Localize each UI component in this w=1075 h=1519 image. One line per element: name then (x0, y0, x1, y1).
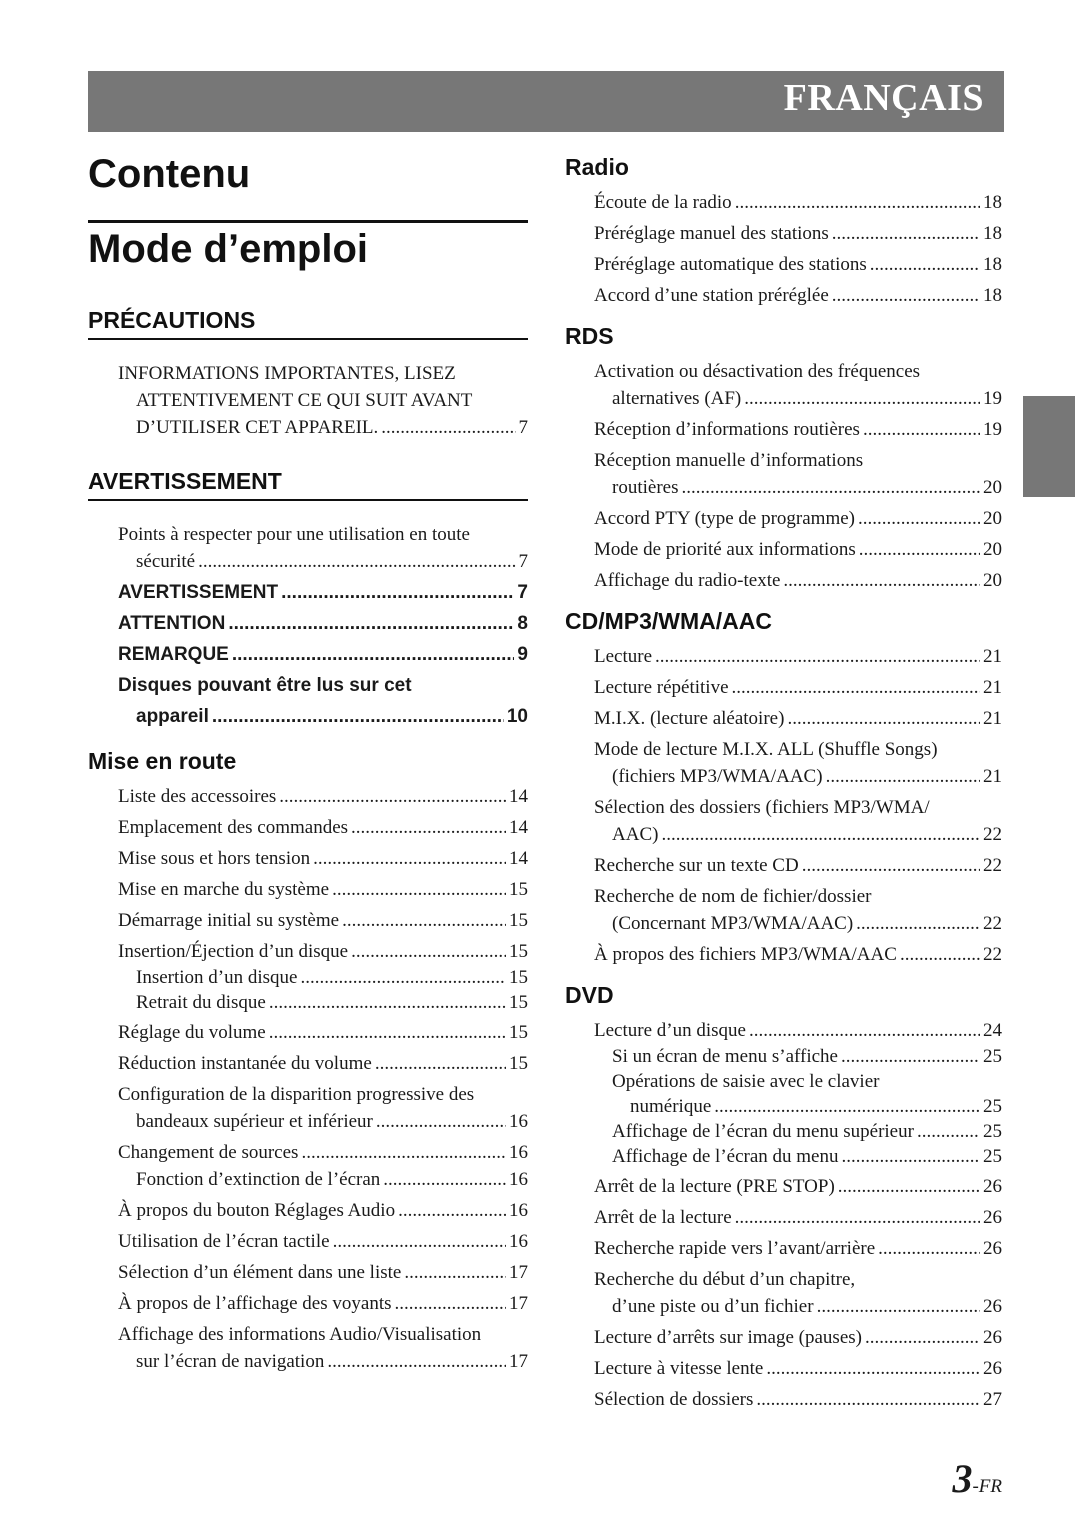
entry-line: Disques pouvant être lus sur cet (118, 675, 412, 696)
toc-entry[interactable]: Mise en marche du système ..... 15 (118, 876, 528, 903)
entry-line: Configuration de la disparition progressive des (118, 1084, 475, 1105)
toc-entry[interactable]: Lecture d’un disque ..... 24 (594, 1017, 1002, 1044)
toc-entry[interactable]: Accord PTY (type de programme) ..... 20 (594, 505, 1002, 532)
section-heading-dvd: DVD (565, 982, 614, 1008)
toc-entry-selection-dossiers[interactable] (594, 794, 1002, 848)
toc-entry[interactable]: Affichage du radio-texte ..... 20 (594, 567, 1002, 594)
toc-entry-precautions[interactable] (118, 360, 528, 441)
entry-line: D’UTILISER CET APPAREIL. ..... 7 (118, 414, 528, 441)
toc-entry[interactable]: Mise sous et hors tension ..... 14 (118, 845, 528, 872)
toc-right-column (565, 148, 1002, 1413)
toc-entry[interactable]: Préréglage automatique des stations ..... 18 (594, 251, 1002, 278)
manual-title: Mode d’emploi (88, 220, 528, 273)
toc-entry-affichage-audio[interactable] (118, 1321, 528, 1375)
entry-line: appareil ..... 10 (118, 703, 528, 730)
toc-subentry[interactable]: Insertion d’un disque ..... 15 (118, 965, 528, 990)
toc-entry[interactable]: Changement de sources ..... 16 (118, 1139, 528, 1166)
toc-entry[interactable]: M.I.X. (lecture aléatoire) ..... 21 (594, 705, 1002, 732)
entry-line: bandeaux supérieur et inférieur ..... 16 (118, 1108, 528, 1135)
toc-subentry-saisie[interactable] (594, 1069, 1002, 1119)
toc-entry[interactable]: Réduction instantanée du volume ..... 15 (118, 1050, 528, 1077)
toc-entry[interactable]: Sélection de dossiers ..... 27 (594, 1386, 1002, 1413)
toc-entry[interactable]: À propos des fichiers MP3/WMA/AAC ..... 22 (594, 941, 1002, 968)
toc-entry[interactable]: Liste des accessoires ..... 14 (118, 783, 528, 810)
section-tab (1023, 396, 1075, 497)
entry-line: sécurité ..... 7 (118, 548, 528, 575)
toc-entry-recherche-nom[interactable] (594, 883, 1002, 937)
toc-entry-configuration[interactable] (118, 1081, 528, 1135)
entry-line: Mode de lecture M.I.X. ALL (Shuffle Songs) (594, 739, 938, 760)
toc-subentry[interactable]: Fonction d’extinction de l’écran ..... 16 (118, 1166, 528, 1193)
section-heading-mise-en-route: Mise en route (88, 748, 237, 774)
entry-line: (fichiers MP3/WMA/AAC) ..... 21 (594, 763, 1002, 790)
toc-entry-avertissement[interactable]: AVERTISSEMENT ..... 7 (118, 579, 528, 606)
entry-line: routières ..... 20 (594, 474, 1002, 501)
toc-entry[interactable]: Réception d’informations routières ..... 19 (594, 416, 1002, 443)
toc-entry[interactable]: Recherche sur un texte CD ..... 22 (594, 852, 1002, 879)
toc-entry[interactable]: Accord d’une station préréglée ..... 18 (594, 282, 1002, 309)
toc-entry[interactable]: Utilisation de l’écran tactile ..... 16 (118, 1228, 528, 1255)
toc-entry[interactable]: Démarrage initial su système ..... 15 (118, 907, 528, 934)
entry-line: Recherche de nom de fichier/dossier (594, 886, 872, 907)
toc-entry-recherche-chapitre[interactable] (594, 1266, 1002, 1320)
entry-line: alternatives (AF) ..... 19 (594, 385, 1002, 412)
toc-entry-af[interactable] (594, 358, 1002, 412)
entry-line: sur l’écran de navigation ..... 17 (118, 1348, 528, 1375)
toc-entry[interactable]: Préréglage manuel des stations ..... 18 (594, 220, 1002, 247)
entry-line: INFORMATIONS IMPORTANTES, LISEZ (118, 363, 456, 384)
entry-line: Recherche du début d’un chapitre, (594, 1269, 856, 1290)
entry-line: numérique ..... 25 (594, 1094, 1002, 1119)
toc-entry[interactable]: Arrêt de la lecture ..... 26 (594, 1204, 1002, 1231)
entry-line: Réception manuelle d’informations (594, 450, 864, 471)
page-title: Contenu (88, 152, 251, 196)
entry-line: d’une piste ou d’un fichier ..... 26 (594, 1293, 1002, 1320)
toc-entry[interactable]: Emplacement des commandes ..... 14 (118, 814, 528, 841)
toc-entry-disques[interactable] (118, 672, 528, 730)
toc-entry[interactable]: À propos du bouton Réglages Audio ..... 16 (118, 1197, 528, 1224)
toc-entry[interactable]: Recherche rapide vers l’avant/arrière ..... 26 (594, 1235, 1002, 1262)
section-heading-radio: Radio (565, 154, 629, 180)
toc-entry[interactable]: Lecture à vitesse lente ..... 26 (594, 1355, 1002, 1382)
toc-entry-securite[interactable] (118, 521, 528, 575)
language-label: FRANÇAIS (783, 77, 984, 119)
entry-line: AAC) ..... 22 (594, 821, 1002, 848)
entry-line: ATTENTIVEMENT CE QUI SUIT AVANT (136, 390, 473, 411)
page-number (952, 1455, 1002, 1502)
section-heading-rds: RDS (565, 323, 614, 349)
entry-line: Sélection des dossiers (fichiers MP3/WMA/ (594, 797, 930, 818)
toc-subentry[interactable]: Si un écran de menu s’affiche ..... 25 (594, 1044, 1002, 1069)
toc-entry[interactable]: Lecture ..... 21 (594, 643, 1002, 670)
toc-entry-attention[interactable]: ATTENTION ..... 8 (118, 610, 528, 637)
section-heading-avertissement: AVERTISSEMENT (88, 468, 528, 501)
entry-line: Opérations de saisie avec le clavier (612, 1071, 880, 1092)
toc-entry[interactable]: Lecture répétitive ..... 21 (594, 674, 1002, 701)
toc-entry[interactable]: Mode de priorité aux informations ..... 20 (594, 536, 1002, 563)
toc-entry[interactable]: Lecture d’arrêts sur image (pauses) ..... 26 (594, 1324, 1002, 1351)
toc-entry[interactable]: Insertion/Éjection d’un disque ..... 15 (118, 938, 528, 965)
section-heading-cd: CD/MP3/WMA/AAC (565, 608, 772, 634)
toc-subentry[interactable]: Affichage de l’écran du menu supérieur ..... 25 (594, 1119, 1002, 1144)
entry-line: Points à respecter pour une utilisation en toute (118, 524, 470, 545)
entry-line: (Concernant MP3/WMA/AAC) ..... 22 (594, 910, 1002, 937)
toc-entry[interactable]: Écoute de la radio ..... 18 (594, 189, 1002, 216)
entry-line: Affichage des informations Audio/Visualisation (118, 1324, 482, 1345)
toc-subentry[interactable]: Retrait du disque ..... 15 (118, 990, 528, 1015)
language-banner (88, 71, 1004, 132)
toc-entry[interactable]: Sélection d’un élément dans une liste ..... 17 (118, 1259, 528, 1286)
toc-subentry[interactable]: Affichage de l’écran du menu ..... 25 (594, 1144, 1002, 1169)
entry-line: Activation ou désactivation des fréquences (594, 361, 921, 382)
section-heading-precautions: PRÉCAUTIONS (88, 307, 528, 340)
toc-entry-reception-manuelle[interactable] (594, 447, 1002, 501)
page-number-suffix: -FR (972, 1476, 1002, 1497)
toc-entry[interactable]: À propos de l’affichage des voyants ..... 17 (118, 1290, 528, 1317)
toc-entry[interactable]: Réglage du volume ..... 15 (118, 1019, 528, 1046)
toc-entry-remarque[interactable]: REMARQUE ..... 9 (118, 641, 528, 668)
toc-entry-mix-all[interactable] (594, 736, 1002, 790)
toc-left-column (88, 148, 528, 1375)
toc-entry[interactable]: Arrêt de la lecture (PRE STOP) ..... 26 (594, 1173, 1002, 1200)
page-number-value: 3 (952, 1456, 973, 1501)
